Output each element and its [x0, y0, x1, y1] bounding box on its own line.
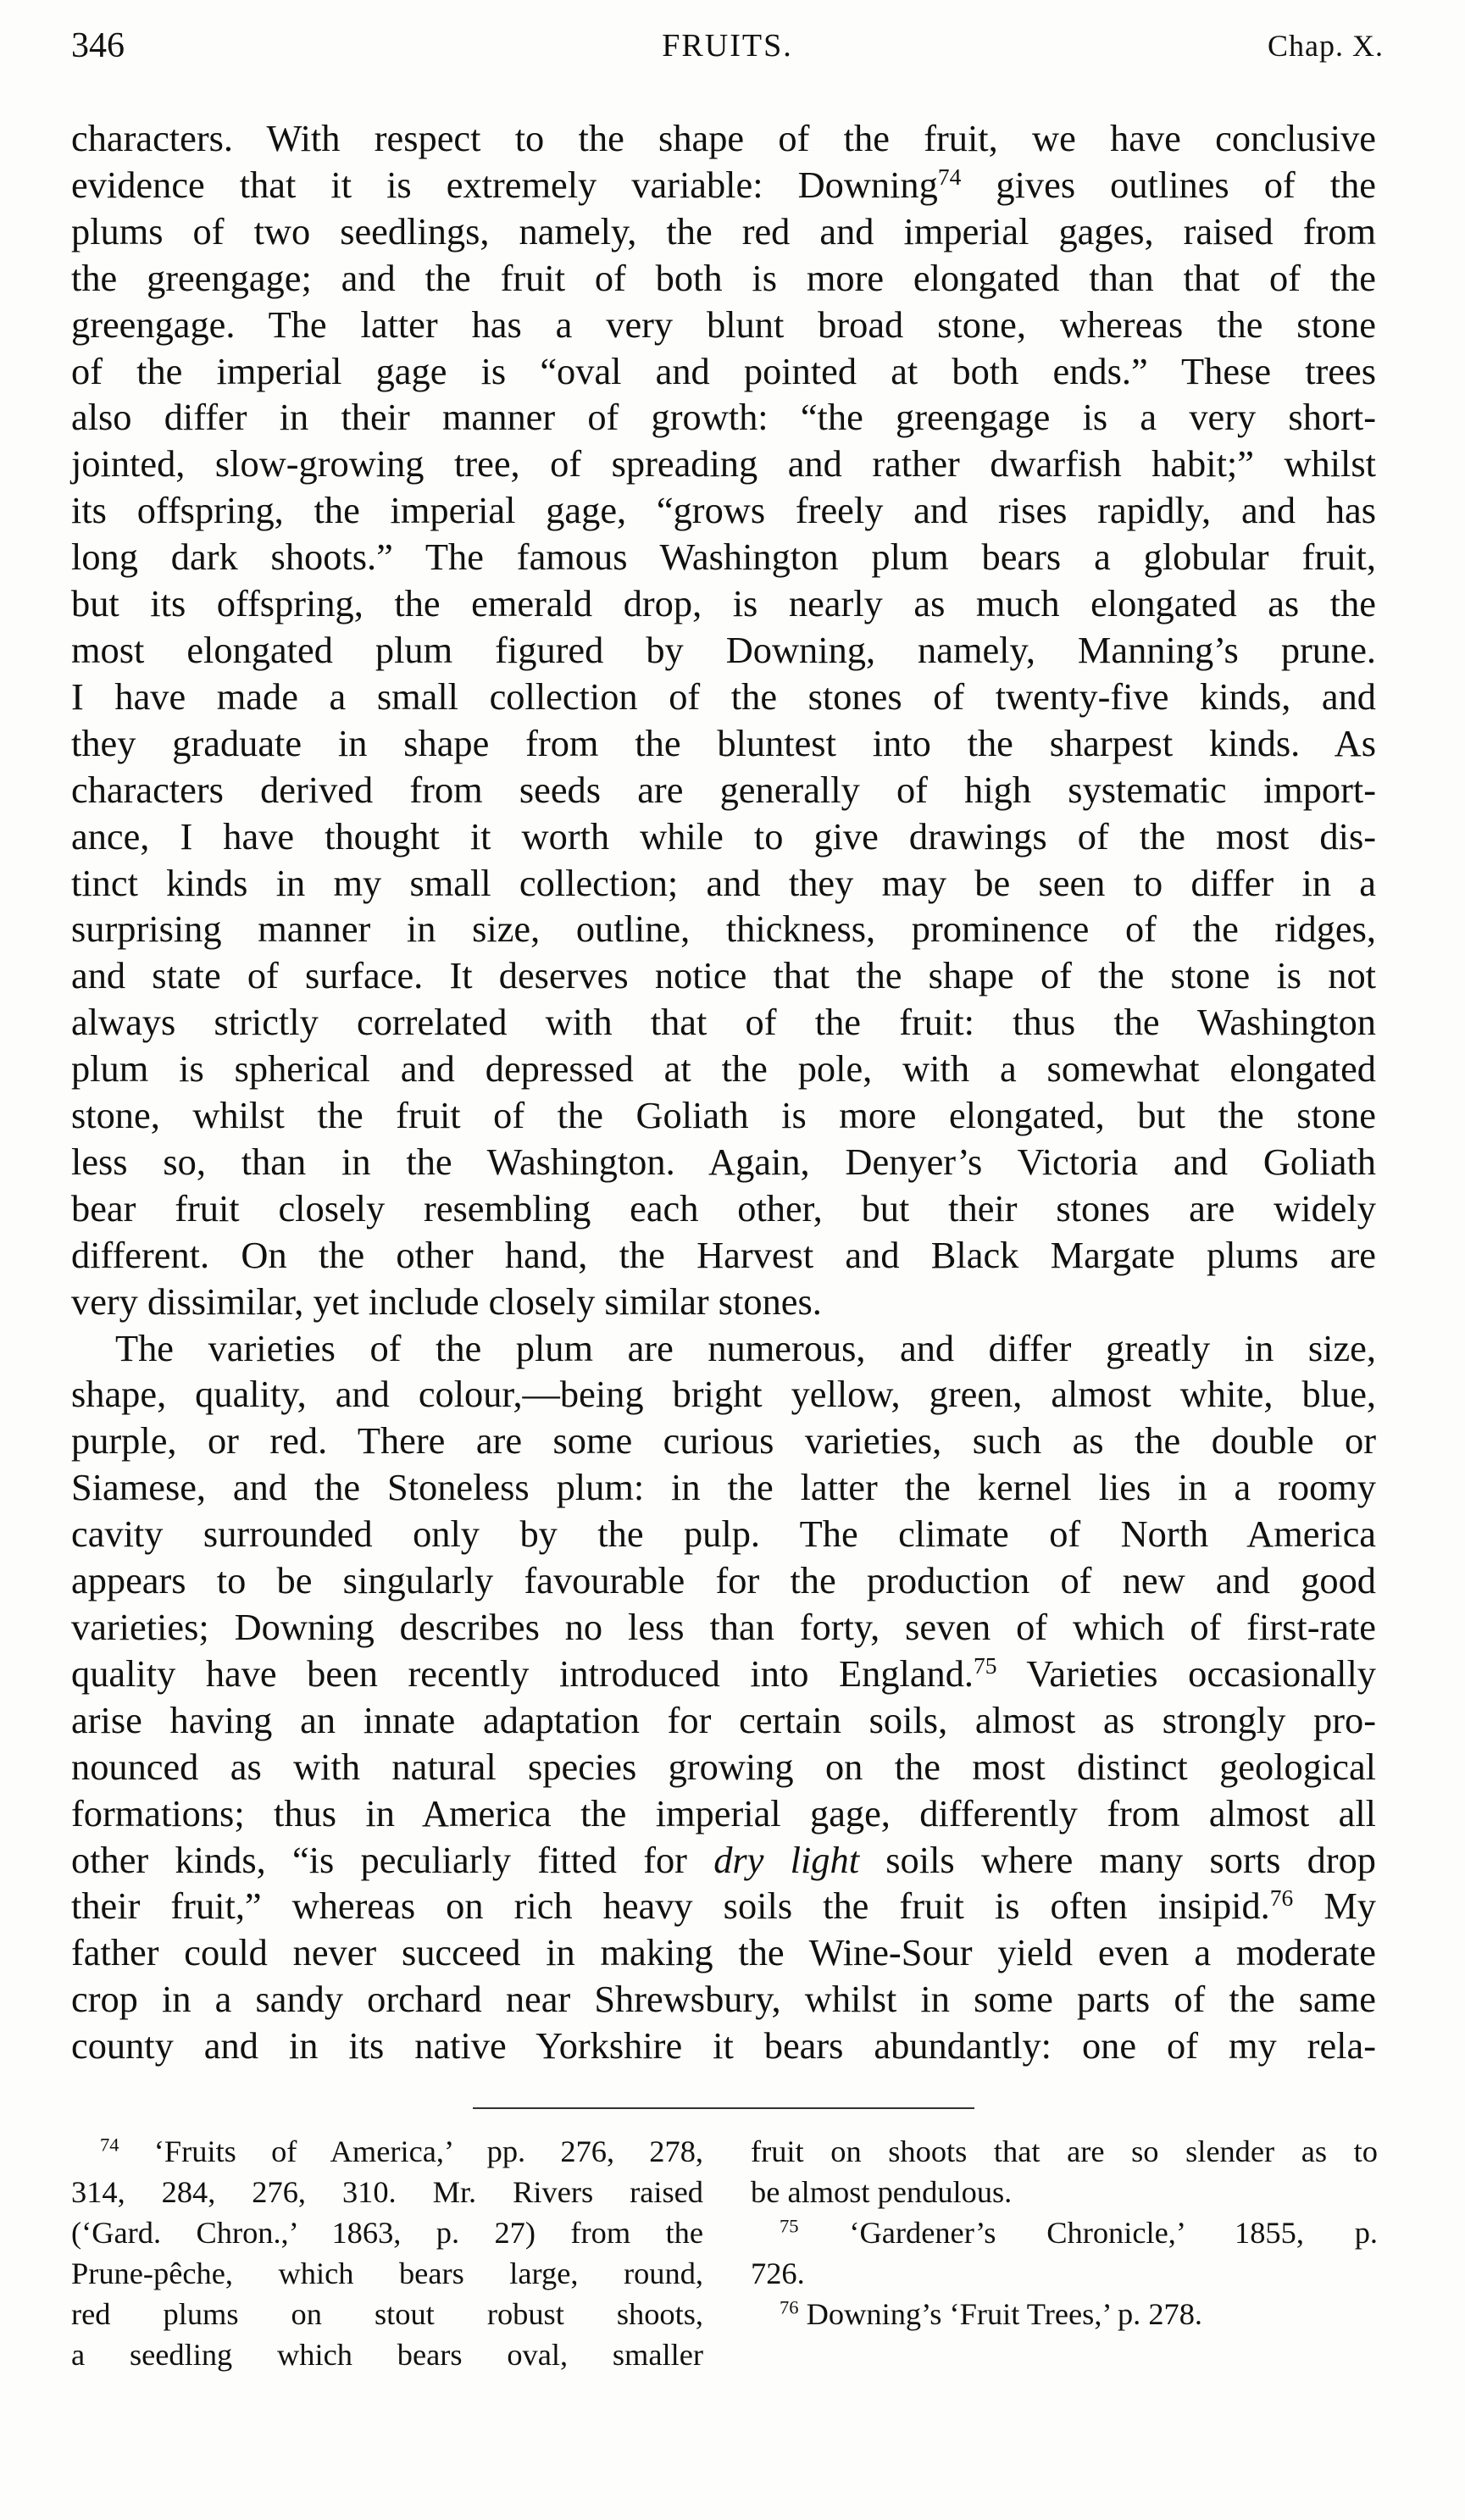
- text-line: plum is spherical and depressed at the pole, with a somewhat elongated: [71, 1047, 1376, 1091]
- footnotes-left-column: [71, 2131, 703, 2375]
- text-line: but its offspring, the emerald drop, is nearly as much elongated as the: [71, 582, 1376, 625]
- text-line: arise having an innate adaptation for certain soils, almost as strongly pro-: [71, 1698, 1376, 1741]
- text-line: surprising manner in size, outline, thickness, prominence of the ridges,: [71, 908, 1376, 951]
- text-line: tinct kinds in my small collection; and they may be seen to differ in a: [71, 861, 1376, 904]
- footnote-74: $^{74}$ ‘Fruits of America,’ pp. 276, 278,: [100, 2134, 703, 2168]
- text-line: quality have been recently introduced into England.$^{75}$ Varieties occasionally: [71, 1651, 1376, 1695]
- text-line: the greengage; and the fruit of both is more elongated than that of the: [71, 256, 1376, 299]
- page-number: 346: [71, 26, 125, 65]
- footnote-line: 314, 284, 276, 310. Mr. Rivers raised: [71, 2175, 703, 2209]
- footnote-ref-75: 75: [974, 1651, 997, 1679]
- paragraph-1: [71, 115, 1376, 1325]
- footnote-line: 726.: [751, 2256, 805, 2290]
- text-line: most elongated plum figured by Downing, namely, Manning’s prune.: [71, 628, 1376, 671]
- text-line: greengage. The latter has a very blunt broad stone, whereas the stone: [71, 303, 1376, 346]
- footnote-75: $^{75}$ ‘Gardener’s Chronicle,’ 1855, p.: [780, 2215, 1378, 2250]
- text-line: purple, or red. There are some curious varieties, such as the double or: [71, 1419, 1376, 1463]
- footnote-ref-76: 76: [1269, 1884, 1294, 1912]
- text-line: crop in a sandy orchard near Shrewsbury, whilst in some parts of the same: [71, 1978, 1376, 2021]
- text-line: other kinds, “is peculiarly fitted for dry light soils where many sorts drop: [71, 1838, 1376, 1881]
- footnote-line: fruit on shoots that are so slender as to: [751, 2134, 1378, 2168]
- text-line: their fruit,” whereas on rich heavy soils the fruit is often insipid.$^{76}$ My: [71, 1884, 1376, 1928]
- text-line: and state of surface. It deserves notice that the shape of the stone is not: [71, 954, 1376, 997]
- text-line: bear fruit closely resembling each other, but their stones are widely: [71, 1186, 1376, 1229]
- text-line: The varieties of the plum are numerous, and differ greatly in size,: [115, 1326, 1376, 1369]
- text-line: Siamese, and the Stoneless plum: in the latter the kernel lies in a roomy: [71, 1466, 1376, 1509]
- text-line: of the imperial gage is “oval and pointed at both ends.” These trees: [71, 349, 1376, 392]
- text-line: father could never succeed in making the Wine-Sour yield even a moderate: [71, 1931, 1376, 1974]
- text-line: shape, quality, and colour,—being bright yellow, green, almost white, blue,: [71, 1373, 1376, 1416]
- footnotes-right-column: [751, 2131, 1378, 2334]
- chapter-label: Chap. X.: [1268, 29, 1384, 63]
- footnote-76: $^{76}$ Downing’s ‘Fruit Trees,’ p. 278.: [780, 2296, 1203, 2331]
- text-line: formations; thus in America the imperial gage, differently from almost all: [71, 1791, 1376, 1834]
- footnote-line: red plums on stout robust shoots,: [71, 2297, 703, 2331]
- footnote-line: Prune-pêche, which bears large, round,: [71, 2256, 703, 2290]
- text-line: varieties; Downing describes no less than forty, seven of which of first-rate: [71, 1606, 1376, 1648]
- main-text: [71, 115, 1376, 2069]
- text-line: different. On the other hand, the Harvest and Black Margate plums are: [71, 1233, 1376, 1276]
- italic-phrase: dry light: [713, 1838, 860, 1881]
- text-line: county and in its native Yorkshire it bears abundantly: one of my rela-: [71, 2024, 1376, 2068]
- text-line: less so, than in the Washington. Again, Denyer’s Victoria and Goliath: [71, 1140, 1376, 1183]
- text-line: cavity surrounded only by the pulp. The climate of North America: [71, 1513, 1376, 1556]
- text-line: also differ in their manner of growth: “the greengage is a very short-: [71, 396, 1376, 439]
- text-line: appears to be singularly favourable for the production of new and good: [71, 1559, 1376, 1602]
- text-line: ance, I have thought it worth while to give drawings of the most dis-: [71, 814, 1376, 858]
- text-line: I have made a small collection of the stones of twenty-five kinds, and: [71, 674, 1376, 718]
- footnote-line: a seedling which bears oval, smaller: [71, 2338, 703, 2372]
- running-header: [71, 19, 1384, 73]
- footnote-ref-74: 74: [937, 163, 962, 190]
- paragraph-2: [71, 1325, 1376, 2070]
- text-line: plums of two seedlings, namely, the red and imperial gages, raised from: [71, 209, 1376, 253]
- footnote-line: (‘Gard. Chron.,’ 1863, p. 27) from the: [71, 2216, 703, 2250]
- text-line: characters. With respect to the shape of the fruit, we have conclusive: [71, 117, 1376, 159]
- text-line: jointed, slow-growing tree, of spreading and rather dwarfish habit;” whilst: [71, 442, 1376, 486]
- text-line: its offspring, the imperial gage, “grows freely and rises rapidly, and has: [71, 489, 1376, 532]
- text-line: long dark shoots.” The famous Washington plum bears a globular fruit,: [71, 536, 1376, 579]
- text-line: evidence that it is extremely variable: Downing$^{74}$ gives outlines of the: [71, 163, 1376, 206]
- footnote-divider: [473, 2107, 974, 2109]
- text-line: characters derived from seeds are generally of high systematic import-: [71, 768, 1376, 811]
- text-line: very dissimilar, yet include closely similar stones.: [71, 1279, 822, 1323]
- text-line: nounced as with natural species growing on the most distinct geological: [71, 1745, 1376, 1788]
- running-title: FRUITS.: [662, 28, 793, 64]
- text-line: stone, whilst the fruit of the Goliath is more elongated, but the stone: [71, 1094, 1376, 1137]
- text-line: always strictly correlated with that of the fruit: thus the Washington: [71, 1001, 1376, 1044]
- footnote-line: be almost pendulous.: [751, 2175, 1013, 2209]
- text-line: they graduate in shape from the bluntest into the sharpest kinds. As: [71, 721, 1376, 764]
